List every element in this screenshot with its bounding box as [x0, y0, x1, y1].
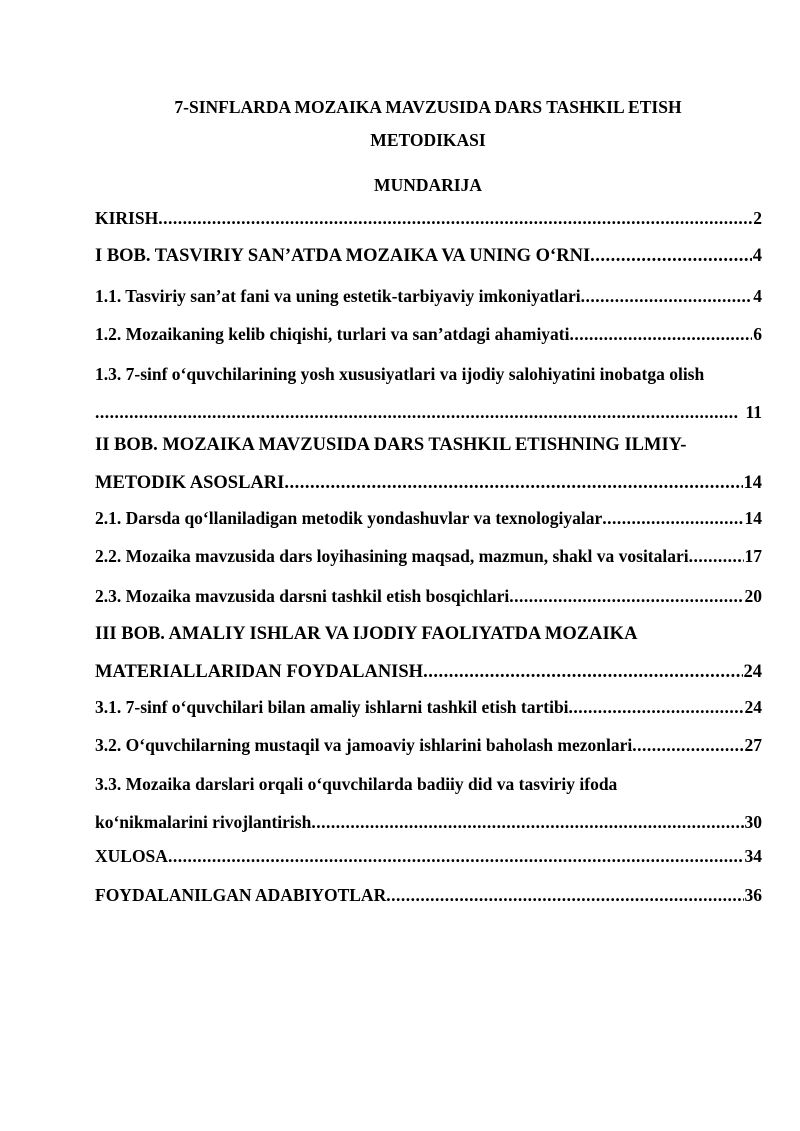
dot-leader: [632, 734, 743, 756]
toc-entry-1-3[interactable]: [95, 363, 762, 423]
contents-heading: MUNDARIJA: [374, 175, 482, 195]
dot-leader: [590, 245, 752, 267]
toc-entry-3-1[interactable]: [95, 696, 762, 718]
toc-entry-1-2[interactable]: [95, 323, 762, 345]
toc-entry-3-3[interactable]: [95, 773, 762, 833]
toc-entry-title: 3.1. 7-sinf o‘quvchilari bilan amaliy ishlarni tashkil etish tartibi: [95, 697, 569, 717]
toc-entry-page: 36: [744, 885, 762, 905]
dot-leader: [386, 884, 743, 906]
toc-entry-chapter-3[interactable]: [95, 623, 762, 683]
dot-leader: [423, 661, 742, 683]
toc-entry-chapter-2[interactable]: [95, 434, 762, 494]
toc-entry-title: XULOSA: [95, 846, 168, 866]
toc-entry-title: 1.1. Tasviriy san’at fani va uning estetik-tarbiyaviy imkoniyatlari: [95, 286, 581, 306]
toc-entry-page: 34: [744, 846, 762, 866]
dot-leader: [689, 545, 744, 567]
toc-entry-title-line1: II BOB. MOZAIKA MAVZUSIDA DARS TASHKIL ETISHNING ILMIY-: [95, 435, 687, 455]
dot-leader: [581, 285, 753, 307]
toc-entry-page: 20: [744, 586, 762, 606]
toc-entry-title: 2.3. Mozaika mavzusida darsni tashkil etish bosqichlari: [95, 586, 510, 606]
toc-entry-2-3[interactable]: [95, 585, 762, 607]
dot-leader: [569, 696, 744, 718]
toc-entry-title: 1.3. 7-sinf o‘quvchilarining yosh xususiyatlari va ijodiy salohiyatini inobatga olish: [95, 364, 705, 384]
toc-entry-page: 17: [744, 546, 762, 566]
title-line-2: METODIKASI: [370, 130, 486, 150]
toc-entry-2-2[interactable]: [95, 545, 762, 567]
toc-entry-page: 24: [744, 697, 762, 717]
toc-entry-page: 14: [744, 508, 762, 528]
toc-entry-page: 30: [744, 812, 762, 832]
toc-entry-title: FOYDALANILGAN ADABIYOTLAR: [95, 885, 387, 905]
toc-entry-title: 3.2. O‘quvchilarning mustaqil va jamoaviy ishlarini baholash mezonlari: [95, 735, 633, 755]
toc-entry-page: 2: [753, 208, 762, 228]
toc-entry-chapter-1[interactable]: [95, 245, 762, 267]
toc-entry-page: 14: [743, 473, 762, 493]
toc-entry-1-1[interactable]: [95, 285, 762, 307]
dot-leader: [95, 401, 739, 423]
dot-leader: [570, 323, 753, 345]
title-line-1: 7-SINFLARDA MOZAIKA MAVZUSIDA DARS TASHKIL ETISH: [174, 97, 682, 117]
toc-entry-kirish[interactable]: [95, 207, 762, 229]
toc-entry-xulosa[interactable]: [95, 845, 762, 867]
toc-entry-title-line1: III BOB. AMALIY ISHLAR VA IJODIY FAOLIYATDA MOZAIKA: [95, 624, 638, 644]
toc-entry-title: 1.2. Mozaikaning kelib chiqishi, turlari va san’atdagi ahamiyati: [95, 324, 570, 344]
document-title: [95, 91, 761, 157]
toc-entry-title: KIRISH: [95, 208, 159, 228]
dot-leader: [284, 472, 742, 494]
toc-entry-page: 27: [744, 735, 762, 755]
dot-leader: [602, 507, 743, 529]
toc-entry-2-1[interactable]: [95, 507, 762, 529]
toc-entry-page: 11: [745, 402, 762, 422]
toc-entry-adabiyotlar[interactable]: [95, 884, 762, 906]
toc-entry-title: 2.1. Darsda qo‘llaniladigan metodik yondashuvlar va texnologiyalar: [95, 508, 603, 528]
dot-leader: [311, 811, 743, 833]
toc-entry-title: I BOB. TASVIRIY SAN’ATDA MOZAIKA VA UNING O‘RNI: [95, 246, 591, 266]
toc-entry-title: 2.2. Mozaika mavzusida dars loyihasining maqsad, mazmun, shakl va vositalari: [95, 546, 689, 566]
toc-entry-title-line2: MATERIALLARIDAN FOYDALANISH: [95, 662, 424, 682]
toc-entry-page: 6: [753, 324, 762, 344]
toc-entry-page: 4: [753, 286, 762, 306]
dot-leader: [509, 585, 743, 607]
dot-leader: [168, 845, 744, 867]
toc-entry-page: 4: [752, 246, 762, 266]
toc-entry-page: 24: [743, 662, 762, 682]
toc-entry-title-line2: ko‘nikmalarini rivojlantirish: [95, 812, 312, 832]
toc-entry-title-line1: 3.3. Mozaika darslari orqali o‘quvchilarda badiiy did va tasviriy ifoda: [95, 774, 618, 794]
dot-leader: [158, 207, 752, 229]
toc-entry-title-line2: METODIK ASOSLARI: [95, 473, 285, 493]
toc-entry-3-2[interactable]: [95, 734, 762, 756]
